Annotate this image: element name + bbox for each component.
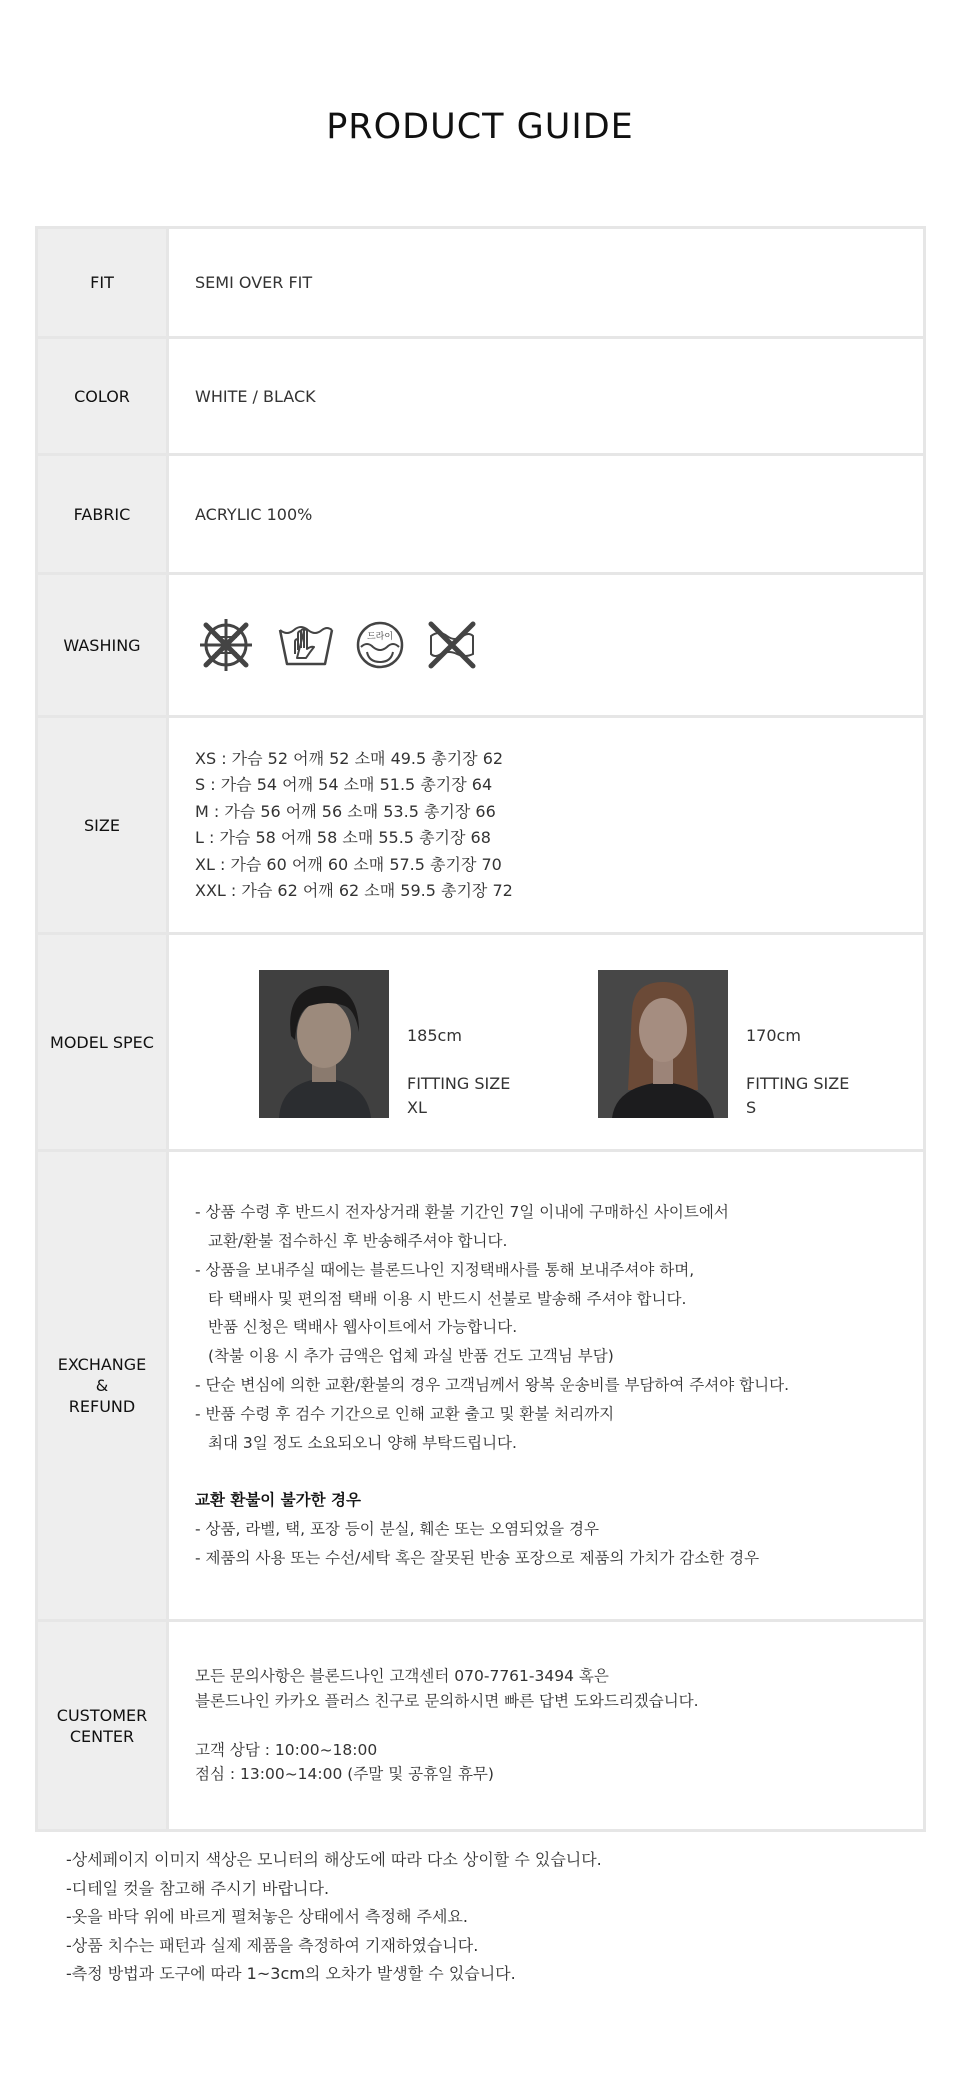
exchange-line: 타 택배사 및 편의점 택배 이용 시 반드시 선불로 발송해 주셔야 합니다. [208,1289,687,1308]
size-line: XL : 가슴 60 어깨 60 소매 57.5 총기장 70 [195,854,502,874]
notes [66,1846,602,1989]
customer-hours-line: 고객 상담 : 10:00~18:00 [195,1740,378,1759]
washing-icons [195,614,923,676]
dry-clean-icon [355,620,405,670]
size-line: M : 가슴 56 어깨 56 소매 53.5 총기장 66 [195,801,496,821]
washing-label: WASHING [38,575,166,715]
exchange-line: - 반품 수령 후 검수 기간으로 인해 교환 출고 및 환불 처리까지 [195,1404,615,1423]
size-line: L : 가슴 58 어깨 58 소매 55.5 총기장 68 [195,828,491,847]
model-spec-value [166,935,923,1149]
customer-center-row [38,1622,923,1829]
washing-value [166,575,923,715]
model-info-female [746,970,849,1120]
product-guide-table [35,226,926,1832]
exchange-line: 최대 3일 정도 소요되오니 양해 부탁드립니다. [208,1433,517,1452]
non-refund-heading: 교환 환불이 불가한 경우 [195,1491,361,1510]
exchange-line: 교환/환불 접수하신 후 반송해주셔야 합니다. [208,1232,508,1251]
note-line: -상품 치수는 패턴과 실제 제품을 측정하여 기재하였습니다. [66,1935,479,1955]
no-ironing-icon [425,618,479,672]
exchange-label-line: EXCHANGE [57,1355,147,1374]
no-bleach-icon [195,614,257,676]
fit-row [38,229,923,339]
model-photo-male [259,970,389,1118]
exchange-line: - 상품을 보내주실 때에는 블론드나인 지정택배사를 통해 보내주셔야 하며, [195,1260,695,1279]
exchange-line: (착불 이용 시 추가 금액은 업체 과실 반품 건도 고객님 부담) [208,1347,614,1366]
note-line: -상세페이지 이미지 색상은 모니터의 해상도에 따라 다소 상이할 수 있습니다. [66,1850,602,1869]
model-height: 170cm [746,1026,801,1045]
exchange-line: - 단순 변심에 의한 교환/환불의 경우 고객님께서 왕복 운송비를 부담하여 주셔야 합니다. [195,1376,789,1394]
fitting-size-label: FITTING SIZE [746,1074,850,1093]
customer-label-line: CENTER [69,1726,135,1746]
fabric-row [38,456,923,575]
fitting-size-value: S [746,1098,757,1117]
fitting-size-value: XL [407,1098,427,1117]
fabric-label: FABRIC [38,456,166,572]
fit-label: FIT [38,229,166,336]
model-info-male [407,970,510,1120]
non-refund-line: - 상품, 라벨, 택, 포장 등이 분실, 훼손 또는 오염되었을 경우 [195,1520,599,1539]
customer-center-label [38,1622,166,1829]
model-height: 185cm [407,1026,462,1045]
model-spec-row [38,935,923,1152]
size-label: SIZE [38,718,166,932]
page-title: PRODUCT GUIDE [326,107,634,148]
exchange-line: - 상품 수령 후 반드시 전자상거래 환불 기간인 7일 이내에 구매하신 사이트에서 [195,1203,729,1222]
exchange-label-line: & [95,1376,109,1395]
color-label: COLOR [38,339,166,453]
fit-value: SEMI OVER FIT [166,229,923,336]
model-female [598,970,849,1120]
customer-line: 블론드나인 카카오 플러스 친구로 문의하시면 빠른 답변 도와드리겠습니다. [195,1691,699,1710]
note-line: -측정 방법과 도구에 따라 1~3cm의 오차가 발생할 수 있습니다. [66,1964,516,1983]
washing-row [38,575,923,718]
model-spec-wrap [169,935,923,1149]
customer-label-line: CUSTOMER [56,1705,148,1725]
color-value: WHITE / BLACK [166,339,923,453]
customer-center-value [166,1622,923,1829]
size-value [166,718,923,932]
exchange-label-line: REFUND [68,1397,136,1416]
size-line: XS : 가슴 52 어깨 52 소매 49.5 총기장 62 [195,748,504,768]
model-male [259,970,510,1120]
customer-hours-line: 점심 : 13:00~14:00 (주말 및 공휴일 휴무) [195,1765,494,1784]
color-row [38,339,923,456]
fabric-value: ACRYLIC 100% [166,456,923,572]
fitting-size-label: FITTING SIZE [407,1074,511,1093]
exchange-refund-value [166,1152,923,1619]
exchange-refund-row [38,1152,923,1622]
exchange-line: 반품 신청은 택배사 웹사이트에서 가능합니다. [208,1318,518,1337]
dry-clean-text: 드라이 [366,632,394,642]
note-line: -디테일 컷을 참고해 주시기 바랍니다. [66,1878,330,1898]
non-refund-line: - 제품의 사용 또는 수선/세탁 혹은 잘못된 반송 포장으로 제품의 가치가 감소한 경우 [195,1548,760,1567]
hand-wash-icon [277,620,335,670]
customer-line: 모든 문의사항은 블론드나인 고객센터 070-7761-3494 혹은 [195,1667,609,1686]
size-line: S : 가슴 54 어깨 54 소매 51.5 총기장 64 [195,775,493,794]
note-line: -옷을 바닥 위에 바르게 펼쳐놓은 상태에서 측정해 주세요. [66,1907,468,1926]
size-row [38,718,923,935]
exchange-refund-label [38,1152,166,1619]
model-spec-label: MODEL SPEC [38,935,166,1149]
size-line: XXL : 가슴 62 어깨 62 소매 59.5 총기장 72 [195,881,513,900]
model-photo-female [598,970,728,1118]
